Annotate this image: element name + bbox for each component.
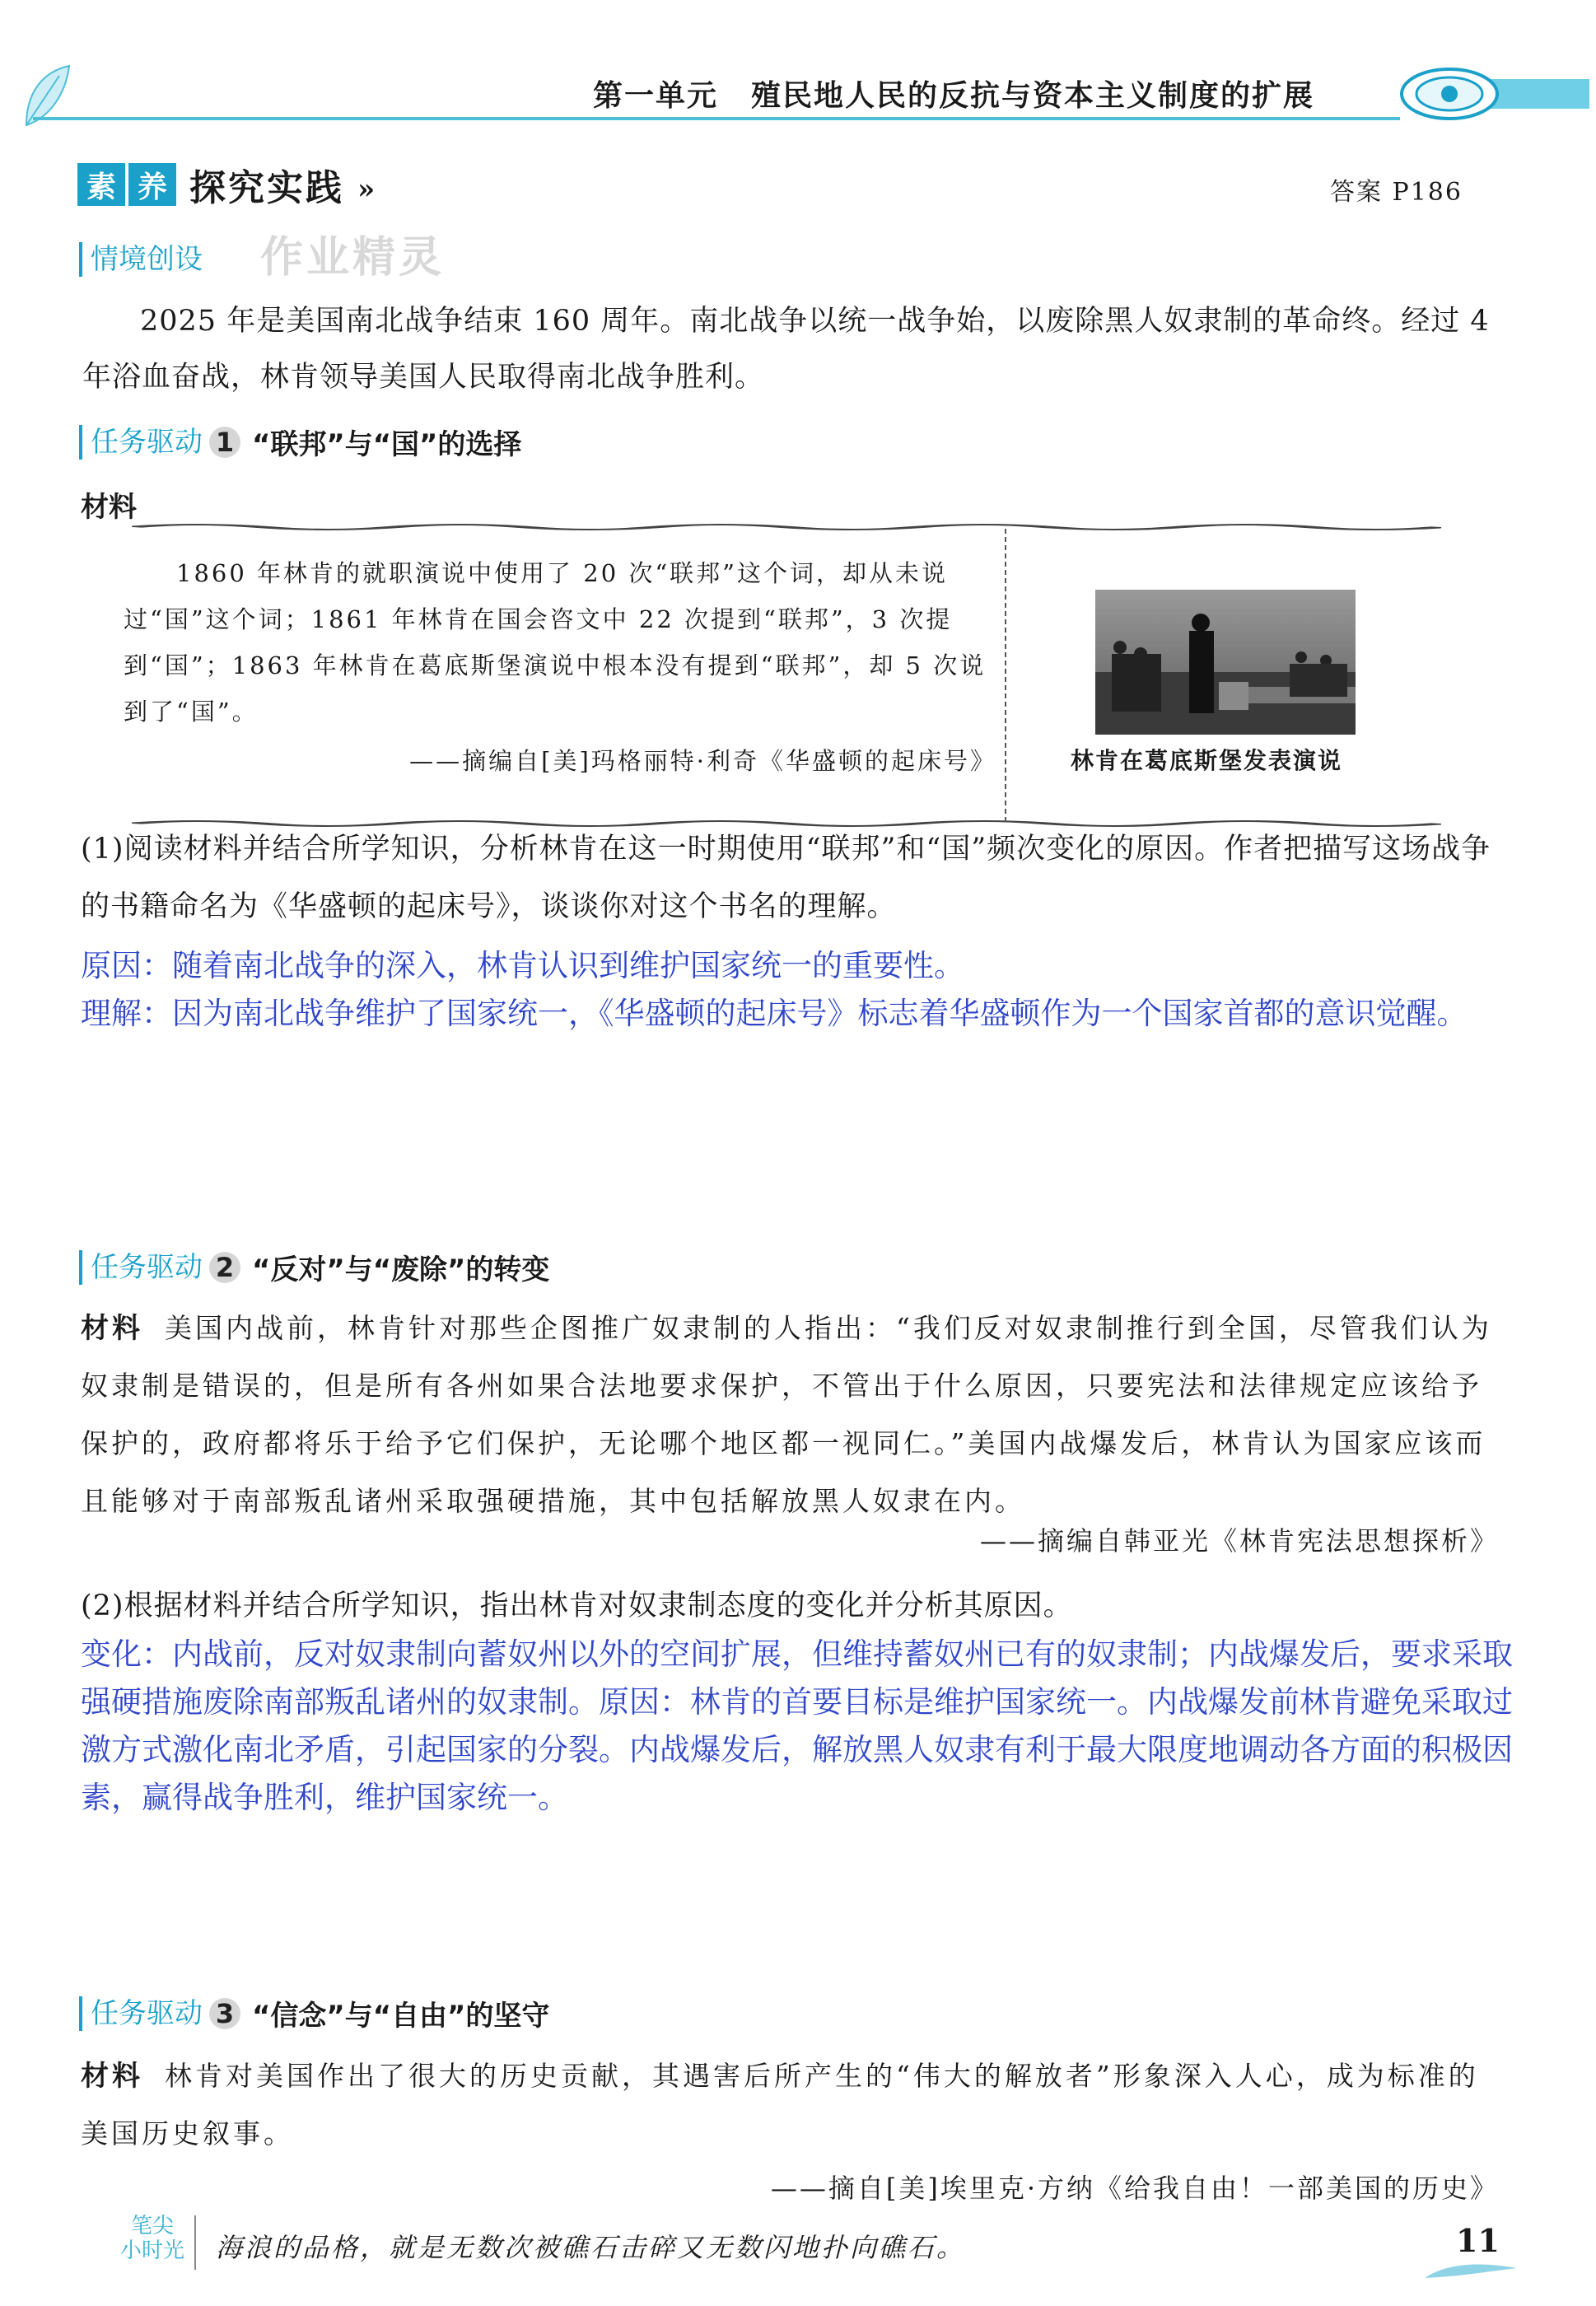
task-1-material-label: 材料 <box>81 491 137 524</box>
section-title: 探究实践 <box>189 167 344 209</box>
footer-brand <box>115 2214 189 2263</box>
leaf-icon <box>18 59 76 133</box>
task-2-title: “反对”与“废除”的转变 <box>252 1253 550 1286</box>
wave-icon <box>1421 2258 1520 2283</box>
answer-reference: 答案 P186 <box>1330 178 1463 207</box>
footer-separator <box>194 2215 196 2270</box>
task-3-material-text: 林肯对美国作出了很大的历史贡献，其遇害后所产生的“伟大的解放者”形象深入人心，成为标准的美国历史叙事。 <box>81 2060 1479 2150</box>
page-number: 11 <box>1456 2222 1500 2259</box>
task-2-material-text: 美国内战前，林肯针对那些企图推广奴隶制的人指出：“我们反对奴隶制推行到全国，尽管我们认为奴隶制是错误的，但是所有各州如果合法地要求保护，不管出于什么原因，只要宪法和法律规定应该给予保护的，政府都将乐于给予它们保护，无论哪个地区都一视同仁。”美国内战爆发后，林肯认为国家应该而且能够对于南部叛乱诸州采取强硬措施，其中包括解放黑人奴隶在内。 <box>81 1312 1492 1517</box>
task-3-source: ——摘自[美]埃里克·方纳《给我自由！一部美国的历史》 <box>770 2173 1499 2204</box>
task-1-title: “联邦”与“国”的选择 <box>252 428 522 461</box>
task-3-number: 3 <box>209 1998 240 2029</box>
photo-caption: 林肯在葛底斯堡发表演说 <box>1071 747 1343 774</box>
task-1-answer-reason: 原因：随着南北战争的深入，林肯认识到维护国家统一的重要性。 <box>81 948 964 983</box>
section-heading <box>77 161 375 208</box>
task-3-title: “信念”与“自由”的坚守 <box>252 2000 550 2033</box>
task-3-label: 任务驱动 <box>79 1996 203 2031</box>
task-3-material-label: 材料 <box>81 2060 143 2093</box>
task-2-material-label: 材料 <box>81 1312 143 1345</box>
task-1-material <box>124 550 996 784</box>
header-unit-title: 殖民地人民的反抗与资本主义制度的扩展 <box>751 79 1315 113</box>
task-3-heading <box>79 1993 549 2033</box>
section-tag-2: 养 <box>128 163 176 206</box>
task-2-label: 任务驱动 <box>79 1250 203 1285</box>
task-1-number: 1 <box>209 427 240 458</box>
task-2-question: (2)根据材料并结合所学知识，指出林肯对奴隶制态度的变化并分析其原因。 <box>81 1589 1073 1622</box>
task-1-source: ——摘编自[美]玛格丽特·利奇《华盛顿的起床号》 <box>409 747 996 775</box>
context-text: 2025 年是美国南北战争结束 160 周年。南北战争以统一战争始，以废除黑人奴隶制的革命终。经过 4 年浴血奋战，林肯领导美国人民取得南北战争胜利。 <box>82 305 1490 394</box>
task-1-answer <box>81 942 1481 1038</box>
task-1-question: (1)阅读材料并结合所学知识，分析林肯在这一时期使用“联邦”和“国”频次变化的原因。作者把描写这场战争的书籍命名为《华盛顿的起床号》，谈谈你对这个书名的理解。 <box>81 833 1491 923</box>
task-2-material <box>81 1300 1505 1530</box>
context-label: 情境创设 <box>79 242 203 277</box>
task-2-heading <box>79 1247 549 1287</box>
watermark: 作业精灵 <box>260 233 446 282</box>
header-line <box>33 117 1400 120</box>
task-2-source: ——摘编自韩亚光《林肯宪法思想探析》 <box>979 1525 1499 1557</box>
task-2-number: 2 <box>209 1252 240 1283</box>
header-title <box>593 72 1314 114</box>
footer-brand-line1: 笔尖 <box>130 2214 174 2238</box>
task-1-heading <box>79 422 521 462</box>
material-divider <box>1005 529 1008 822</box>
lincoln-gettysburg-photo <box>1095 590 1356 735</box>
double-arrow-icon: » <box>357 173 376 206</box>
header-unit: 第一单元 <box>593 79 719 113</box>
task-2-answer: 变化：内战前，反对奴隶制向蓄奴州以外的空间扩展，但维持蓄奴州已有的奴隶制；内战爆发后，要求采取强硬措施废除南部叛乱诸州的奴隶制。原因：林肯的首要目标是维护国家统一。内战爆发前林肯避免采取过激方式激化南北矛盾，引起国家的分裂。内战爆发后，解放黑人奴隶有利于最大限度地调动各方面的积极因素，赢得战争胜利，维护国家统一。 <box>81 1636 1513 1815</box>
footer-quote: 海浪的品格，就是无数次被礁石击碎又无数闪地扑向礁石。 <box>216 2232 966 2263</box>
footer-brand-line2: 小时光 <box>119 2238 184 2263</box>
section-tag-1: 素 <box>77 163 125 206</box>
task-1-label: 任务驱动 <box>79 425 203 460</box>
task-3-material <box>81 2047 1505 2163</box>
eye-logo-icon <box>1392 63 1589 122</box>
task-1-material-text: 1860 年林肯的就职演说中使用了 20 次“联邦”这个词，却从未说过“国”这个词；1861 年林肯在国会咨文中 22 次提到“联邦”，3 次提到“国”；1863 年林肯在葛底斯堡演说中根本没有提到“联邦”，却 5 次说到了“国”。 <box>124 559 987 726</box>
task-1-answer-understanding: 理解：因为南北战争维护了国家统一，《华盛顿的起床号》标志着华盛顿作为一个国家首都的意识觉醒。 <box>81 996 1468 1031</box>
